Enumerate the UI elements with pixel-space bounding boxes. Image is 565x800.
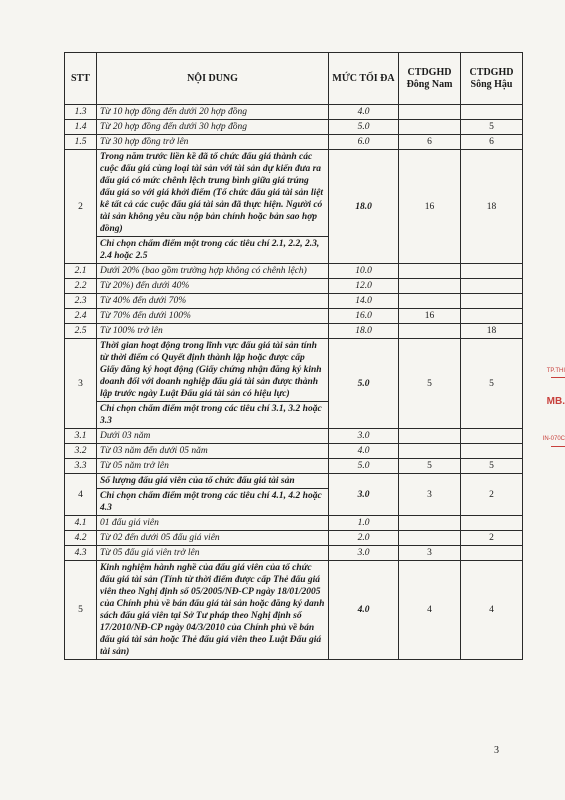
- header-noidung: NỘI DUNG: [97, 53, 329, 105]
- table-row: 2.1 Dưới 20% (bao gồm trường hợp không có chênh lệch) 10.0: [65, 264, 523, 279]
- criterion-2-sub: Chỉ chọn chấm điểm một trong các tiêu chí 2.1, 2.2, 2.3, 2.4 hoặc 2.5: [97, 236, 328, 263]
- criterion-2-text: Trong năm trước liền kề đã tổ chức đấu giá thành các cuộc đấu giá cùng loại tài sản với tài sản dự kiến đưa ra đấu giá có mức chênh lệch trung bình giữa giá trúng đấu giá so với giá khởi điểm (Tổ chức đấu giá tài sản liệt kê tất cả các cuộc đấu giá tài sản đã thực hiện. Người có tài sản không yêu cầu nộp bản chính hoặc bản sao hợp đồng): [100, 152, 324, 234]
- criterion-3-text: Thời gian hoạt động trong lĩnh vực đấu giá tài sản tính từ thời điểm có Quyết định thành lập hoặc được cấp Giấy đăng ký hoạt động (Giấy chứng nhận đăng ký kinh doanh đối với doanh nghiệp đấu giá tài sản được thành lập trước ngày Luật Đấu giá tài sản có hiệu lực): [100, 341, 322, 399]
- header-stt: STT: [65, 53, 97, 105]
- table-row: 2.3 Từ 40% đến dưới 70% 14.0: [65, 294, 523, 309]
- criterion-3-sub: Chỉ chọn chấm điểm một trong các tiêu chí 3.1, 3.2 hoặc 3.3: [97, 401, 328, 428]
- table-row: 2.5 Từ 100% trở lên 18.0 18: [65, 324, 523, 339]
- table-row: 3.2 Từ 03 năm đến dưới 05 năm 4.0: [65, 444, 523, 459]
- table-row: 2.4 Từ 70% đến dưới 100% 16.0 16: [65, 309, 523, 324]
- table-row-criterion-3: 3 Thời gian hoạt động trong lĩnh vực đấu giá tài sản tính từ thời điểm có Quyết định thành lập hoặc được cấp Giấy đăng ký hoạt động (Giấy chứng nhận đăng ký kinh doanh đối với doanh nghiệp đấu giá tài sản được thành lập trước ngày Luật Đấu giá tài sản có hiệu lực) Chỉ chọn chấm điểm một trong các tiêu chí 3.1, 3.2 hoặc 3.3 5.0 5 5: [65, 339, 523, 429]
- table-row-criterion-2: 2 Trong năm trước liền kề đã tổ chức đấu giá thành các cuộc đấu giá cùng loại tài sản với tài sản dự kiến đưa ra đấu giá có mức chênh lệch trung bình giữa giá trúng đấu giá so với giá khởi điểm (Tổ chức đấu giá tài sản liệt kê tất cả các cuộc đấu giá tài sản đã thực hiện. Người có tài sản không yêu cầu nộp bản chính hoặc bản sao hợp đồng) Chỉ chọn chấm điểm một trong các tiêu chí 2.1, 2.2, 2.3, 2.4 hoặc 2.5 18.0 16 18: [65, 150, 523, 264]
- header-muc-toi-da: MỨC TỐI ĐA: [329, 53, 399, 105]
- table-row: 1.5 Từ 30 hợp đồng trở lên 6.0 6 6: [65, 135, 523, 150]
- criterion-4-text: Số lượng đấu giá viên của tổ chức đấu giá tài sản: [100, 476, 295, 486]
- page-number: 3: [494, 745, 499, 756]
- table-row-criterion-4: 4 Số lượng đấu giá viên của tổ chức đấu giá tài sản Chỉ chọn chấm điểm một trong các tiêu chí 4.1, 4.2 hoặc 4.3 3.0 3 2: [65, 474, 523, 516]
- stamp-fragment-middle: MB.: [546, 396, 565, 407]
- header-row: [65, 53, 523, 105]
- stamp-line: [551, 446, 565, 447]
- table-row: 3.3 Từ 05 năm trở lên 5.0 5 5: [65, 459, 523, 474]
- table-row: 2.2 Từ 20%) đến dưới 40% 12.0: [65, 279, 523, 294]
- stamp-line: [551, 377, 565, 378]
- table-row-criterion-5: 5 Kinh nghiệm hành nghề của đấu giá viên của tổ chức đấu giá tài sản (Tính từ thời điểm được cấp Thẻ đấu giá viên theo Nghị định số 05/2005/NĐ-CP ngày 18/01/2005 của Chính phủ về bán đấu giá tài sản hoặc đăng ký danh sách đấu giá viên tại Sở Tư pháp theo Nghị định số 17/2010/NĐ-CP ngày 04/3/2010 của Chính phủ về bán đấu giá tài sản hoặc Thẻ đấu giá viên theo Luật Đấu giá tài sản) 4.0 4 4: [65, 561, 523, 660]
- criterion-4-sub: Chỉ chọn chấm điểm một trong các tiêu chí 4.1, 4.2 hoặc 4.3: [97, 488, 328, 515]
- table-row: 1.4 Từ 20 hợp đồng đến dưới 30 hợp đồng 5.0 5: [65, 120, 523, 135]
- header-song-hau: CTDGHD Sông Hậu: [461, 53, 523, 105]
- table-row: 4.2 Từ 02 đến dưới 05 đấu giá viên 2.0 2: [65, 531, 523, 546]
- table-row: 4.1 01 đấu giá viên 1.0: [65, 516, 523, 531]
- table-row: 1.3 Từ 10 hợp đồng đến dưới 20 hợp đồng 4.0: [65, 105, 523, 120]
- stamp-fragment-bottom: IN-070C: [542, 436, 565, 442]
- table-row: 4.3 Từ 05 đấu giá viên trở lên 3.0 3: [65, 546, 523, 561]
- table-row: 3.1 Dưới 03 năm 3.0: [65, 429, 523, 444]
- header-dong-nam: CTDGHD Đông Nam: [399, 53, 461, 105]
- stamp-fragment-top: TP.THI: [546, 368, 565, 374]
- scoring-table: [64, 52, 523, 660]
